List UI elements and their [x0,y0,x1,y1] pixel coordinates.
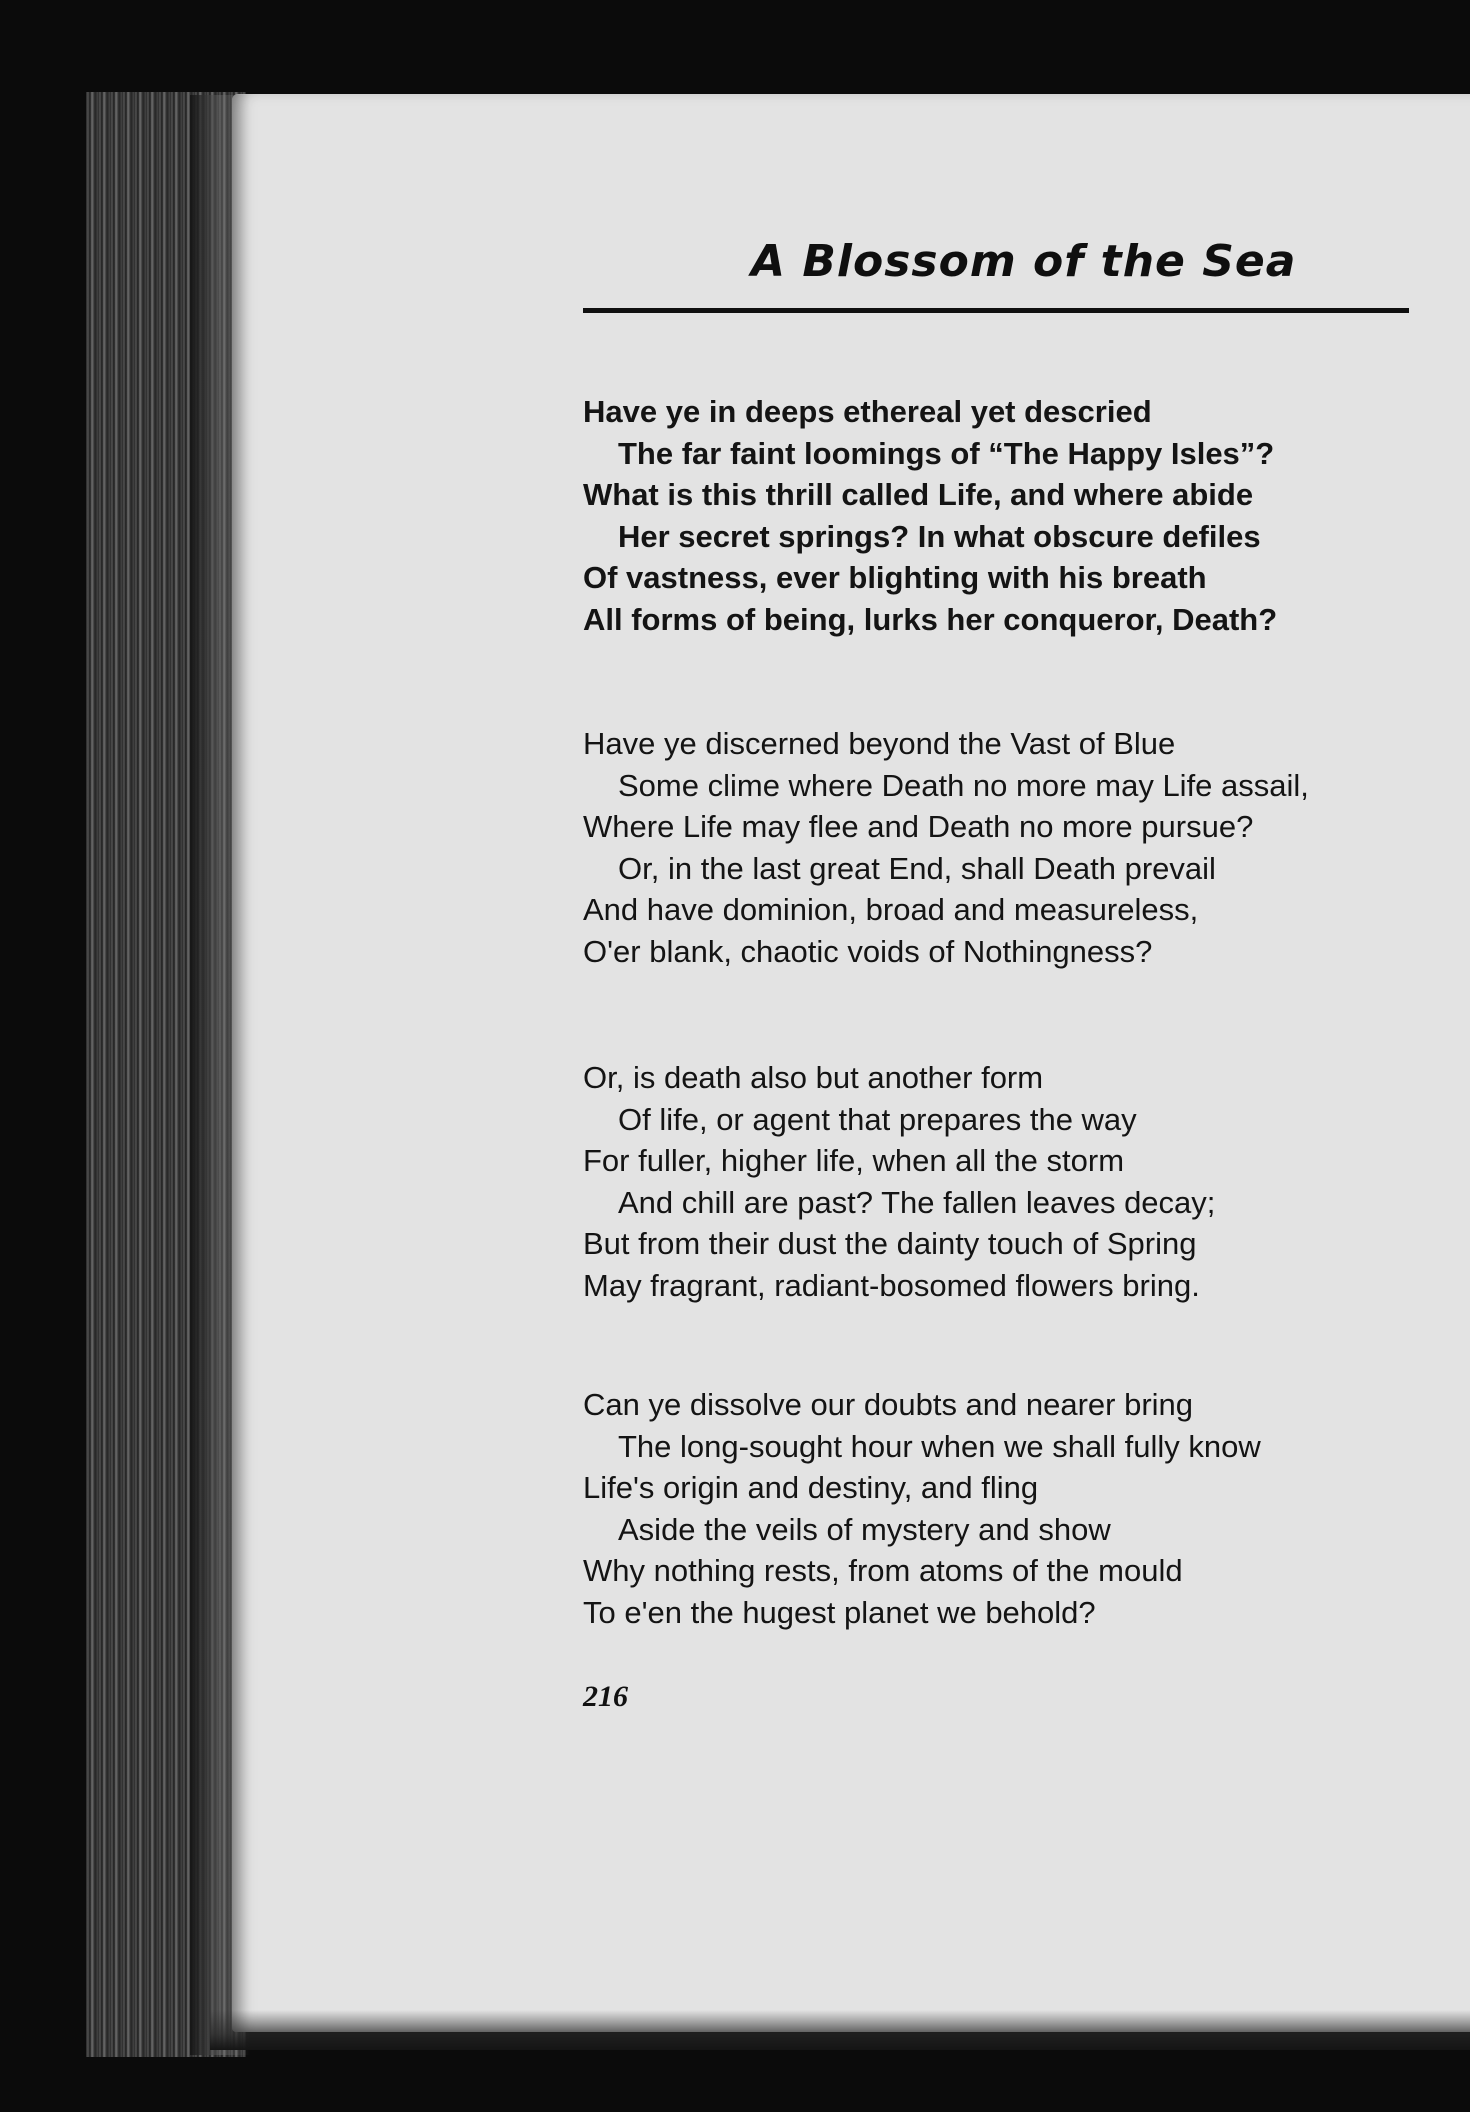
verse-line: Have ye discerned beyond the Vast of Blue [583,726,1176,761]
stanza-2 [583,723,1413,973]
verse-line: Aside the veils of mystery and show [618,1511,1111,1547]
stanza-1 [583,391,1413,641]
verse-line: The far faint loomings of “The Happy Isles”? [618,435,1275,471]
verse-line: Can ye dissolve our doubts and nearer bring [583,1387,1194,1422]
verse-line: Or, is death also but another form [583,1060,1044,1095]
verse-line: Her secret springs? In what obscure defiles [618,518,1261,554]
running-title: A Blossom of the Sea [751,236,1297,287]
verse-line: Where Life may flee and Death no more pursue? [583,809,1254,845]
page-number: 216 [583,1680,628,1713]
verse-line: What is this thrill called Life, and where abide [583,477,1254,513]
verse-line: For fuller, higher life, when all the storm [583,1143,1125,1179]
verse-line: Why nothing rests, from atoms of the mould [583,1553,1183,1589]
verse-line: All forms of being, lurks her conqueror, Death? [583,601,1278,637]
verse-line: Of vastness, ever blighting with his breath [583,560,1207,596]
verse-line: And chill are past? The fallen leaves decay; [618,1184,1216,1220]
title-rule [583,308,1409,313]
verse-line: Or, in the last great End, shall Death prevail [618,850,1216,886]
verse-line: Life's origin and destiny, and fling [583,1470,1039,1506]
gutter-shadow [190,95,250,2055]
verse-line: And have dominion, broad and measureless, [583,892,1199,928]
verse-line: To e'en the hugest planet we behold? [583,1594,1096,1630]
stanza-3 [583,1057,1413,1307]
stanza-4 [583,1384,1413,1634]
verse-line: Of life, or agent that prepares the way [618,1101,1137,1137]
bottom-page-edge [210,2010,1470,2050]
verse-line: O'er blank, chaotic voids of Nothingness? [583,933,1153,969]
verse-line: Some clime where Death no more may Life assail, [618,767,1309,803]
verse-line: But from their dust the dainty touch of Spring [583,1226,1197,1262]
verse-line: Have ye in deeps ethereal yet descried [583,394,1152,429]
verse-line: The long-sought hour when we shall fully know [618,1428,1261,1464]
verse-line: May fragrant, radiant-bosomed flowers bring. [583,1267,1200,1303]
